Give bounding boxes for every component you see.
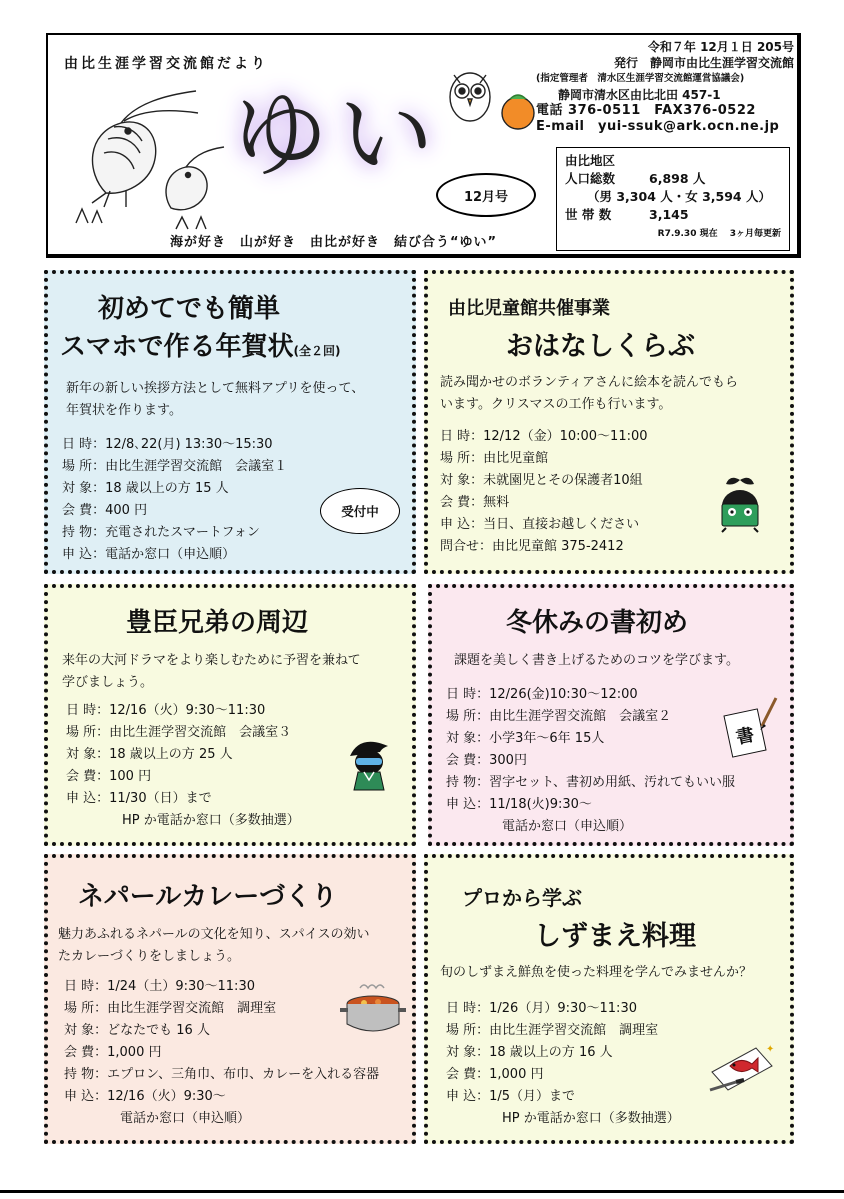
panel-title: 冬休みの書初め — [506, 608, 689, 638]
newsletter-title: ゆい — [232, 79, 444, 191]
description-line: 課題を美しく書き上げるためのコツを学びます。 — [454, 653, 739, 668]
detail-contact: 問合せ：由比児童館 375-2412 — [440, 539, 624, 554]
population-value: 6,898 人 — [649, 171, 706, 186]
detail-apply: 申 込：電話か窓口（申込順） — [62, 547, 236, 562]
population-gender: （男 3,304 人・女 3,594 人） — [587, 189, 771, 204]
detail-bring: 持 物：充電されたスマートフォン — [62, 525, 260, 540]
event-details — [66, 700, 300, 832]
detail-fee: 会 費：400 円 — [62, 503, 148, 518]
detail-place: 場 所：由比児童館 — [440, 451, 549, 466]
detail-datetime: 日 時：1/26（月）9:30～11:30 — [446, 1001, 637, 1016]
manager-info: (指定管理者 清水区生涯学習交流館運営協議会) — [536, 73, 745, 84]
issue-info: 令和７年 12月１日 205号 — [647, 40, 794, 54]
detail-fee: 会 費：1,000 円 — [446, 1067, 544, 1082]
panel-title-main: スマホで作る年賀状 — [60, 332, 294, 362]
detail-apply: 申 込：当日、直接お越しください — [440, 517, 640, 532]
detail-apply-method: 電話か窓口（申込順） — [502, 819, 633, 834]
panel-nepal-curry — [44, 854, 416, 1144]
event-details — [446, 684, 735, 838]
detail-apply-method: HP か電話か窓口（多数抽選） — [122, 813, 300, 828]
panel-description — [66, 378, 364, 422]
detail-fee: 会 費：300円 — [446, 753, 527, 768]
owl-with-persimmon-icon — [440, 55, 540, 135]
panel-title: ネパールカレーづくり — [78, 882, 338, 912]
detail-target: 対 象：小学3年～6年 15人 — [446, 731, 605, 746]
panel-toyotomi-brothers — [44, 584, 416, 846]
panel-title: しずまえ料理 — [534, 921, 696, 952]
svg-text:✦: ✦ — [766, 1044, 775, 1055]
accepting-bubble: 受付中 — [320, 488, 400, 534]
detail-place: 場 所：由比生涯学習交流館 会議室２ — [446, 709, 672, 724]
newsletter-header — [46, 33, 801, 258]
bottom-rule — [0, 1190, 844, 1193]
panel-subtitle: 由比児童館共催事業 — [448, 298, 610, 319]
detail-fee: 会 費：100 円 — [66, 769, 152, 784]
panel-title-sub: (全２回) — [293, 344, 341, 358]
fish-cutting-board-icon — [706, 1042, 776, 1094]
detail-bring: 持 物：エプロン、三角巾、布巾、カレーを入れる容器 — [64, 1067, 380, 1082]
detail-target: 対 象：どなたでも 16 人 — [64, 1023, 210, 1038]
households-label: 世 帯 数 — [565, 207, 612, 222]
detail-datetime: 日 時：1/24（土）9:30～11:30 — [64, 979, 255, 994]
publisher-name: 発行 静岡市由比生涯学習交流館 — [613, 56, 794, 70]
detail-place: 場 所：由比生涯学習交流館 会議室１ — [62, 459, 288, 474]
panel-story-club — [424, 270, 794, 574]
description-line: 魅力あふれるネパールの文化を知り、スパイスの効い — [58, 927, 370, 942]
panel-description — [454, 650, 739, 672]
stats-note: R7.9.30 現在 3ヶ月毎更新 — [657, 229, 781, 239]
panel-shizumae-cooking — [424, 854, 794, 1144]
panel-description — [62, 650, 361, 694]
detail-apply-method: 電話か窓口（申込順） — [120, 1111, 251, 1126]
detail-apply: 申 込：1/5（月）まで — [446, 1089, 576, 1104]
phone-fax: 電話 376-0511 FAX376-0522 — [536, 103, 756, 118]
paper-character: 書 — [734, 724, 757, 749]
panel-title: 豊臣兄弟の周辺 — [126, 608, 309, 638]
detail-target: 対 象：未就園児とその保護者10組 — [440, 473, 643, 488]
address: 静岡市清水区由比北田 457-1 — [558, 88, 721, 102]
detail-fee: 会 費：1,000 円 — [64, 1045, 162, 1060]
description-line: 新年の新しい挨拶方法として無料アプリを使って、 — [66, 381, 365, 396]
description-line: 読み聞かせのボランティアさんに絵本を読んでもら — [440, 375, 738, 390]
detail-apply: 申 込：11/18(火)9:30～ — [446, 797, 592, 812]
detail-apply: 申 込：11/30（日）まで — [66, 791, 212, 806]
description-line: 学びましょう。 — [62, 675, 154, 690]
email-address: E-mail yui-ssuk@ark.ocn.ne.jp — [536, 119, 780, 134]
shrimp-illustration-icon — [66, 83, 226, 233]
panel-description — [58, 924, 369, 968]
newsletter-series-name: 由比生涯学習交流館だより — [64, 56, 268, 72]
month-badge: 12月号 — [436, 173, 536, 217]
detail-apply: 申 込：12/16（火）9:30～ — [64, 1089, 226, 1104]
households-value: 3,145 — [649, 207, 689, 222]
detail-datetime: 日 時：12/12（金）10:00～11:00 — [440, 429, 648, 444]
samurai-character-icon — [344, 736, 394, 792]
curry-pot-icon — [340, 982, 406, 1040]
panel-title — [60, 326, 340, 363]
panel-title: 初めてでも簡単 — [98, 294, 281, 324]
reading-character-icon — [712, 474, 768, 534]
event-details — [440, 426, 648, 558]
event-details — [62, 434, 287, 566]
description-line: たカレーづくりをしましょう。 — [58, 949, 241, 964]
detail-place: 場 所：由比生涯学習交流館 調理室 — [446, 1023, 659, 1038]
detail-target: 対 象：18 歳以上の方 25 人 — [66, 747, 233, 762]
publisher-info — [536, 39, 794, 135]
panel-smartphone-new-year-card — [44, 270, 416, 574]
panel-subtitle: プロから学ぶ — [462, 886, 582, 910]
panel-title: おはなしくらぶ — [506, 331, 695, 362]
event-details — [446, 998, 680, 1130]
event-details — [64, 976, 379, 1130]
detail-place: 場 所：由比生涯学習交流館 会議室３ — [66, 725, 292, 740]
detail-fee: 会 費：無料 — [440, 495, 510, 510]
detail-datetime: 日 時：12/8､22(月) 13:30～15:30 — [62, 437, 273, 452]
description-line: 年賀状を作ります。 — [66, 403, 182, 418]
newsletter-slogan: 海が好き 山が好き 由比が好き 結び合う“ゆい” — [170, 235, 498, 250]
detail-bring: 持 物：習字セット、書初め用紙、汚れてもいい服 — [446, 775, 735, 790]
detail-place: 場 所：由比生涯学習交流館 調理室 — [64, 1001, 277, 1016]
detail-datetime: 日 時：12/26(金)10:30～12:00 — [446, 687, 638, 702]
detail-target: 対 象：18 歳以上の方 15 人 — [62, 481, 229, 496]
population-stats-box — [556, 147, 790, 251]
panel-description — [440, 962, 752, 984]
description-line: います。クリスマスの工作も行います。 — [440, 397, 672, 412]
detail-apply-method: HP か電話か窓口（多数抽選） — [502, 1111, 680, 1126]
description-line: 来年の大河ドラマをより楽しむために予習を兼ねて — [62, 653, 361, 668]
description-line: 旬のしずまえ鮮魚を使った料理を学んでみませんか？ — [440, 965, 753, 980]
population-label: 人口総数 — [565, 171, 616, 186]
detail-target: 対 象：18 歳以上の方 16 人 — [446, 1045, 613, 1060]
panel-new-year-calligraphy — [428, 584, 794, 846]
panel-description — [440, 372, 738, 416]
stats-area: 由比地区 — [565, 153, 616, 168]
detail-datetime: 日 時：12/16（火）9:30～11:30 — [66, 703, 266, 718]
calligraphy-paper-icon — [722, 696, 778, 758]
